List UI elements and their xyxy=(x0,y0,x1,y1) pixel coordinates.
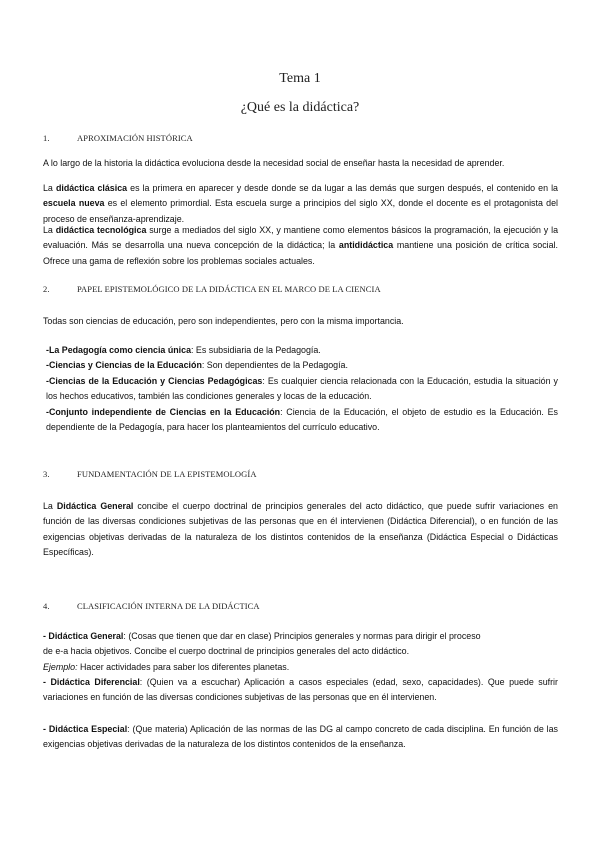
paragraph-didactica-clasica xyxy=(43,181,558,227)
section-title: PAPEL EPISTEMOLÓGICO DE LA DIDÁCTICA EN EL MARCO DE LA CIENCIA xyxy=(77,284,381,294)
section-heading-2 xyxy=(43,284,381,294)
text-run: surge a mediados del siglo XX, y mantiene como elementos básicos la programación, la ejecución y la evaluación. Más se desarrolla una nueva concepción de la didáctica; la xyxy=(43,225,559,251)
item-text: : (Quien va a escuchar) Aplicación a casos especiales (edad, sexo, capacidades). Que puede sufrir variaciones en función de las diversas condiciones subjetivas de las personas que en él intervienen. xyxy=(43,677,558,703)
text-run: La xyxy=(43,183,56,193)
document-subtitle: ¿Qué es la didáctica? xyxy=(240,100,360,115)
term-escuela-nueva: escuela nueva xyxy=(43,198,105,209)
item-text: : (Que materia) Aplicación de las normas de las DG al campo concreto de cada disciplina. En función de las exigencias objetivas derivadas de la naturaleza de los distintos contenidos de la enseñanza. xyxy=(43,724,558,750)
text-run: es la primera en aparecer y desde donde se da lugar a las demás que surgen después, el contenido en la xyxy=(127,183,558,193)
term-didactica-clasica: didáctica clásica xyxy=(55,183,128,193)
text-run: mantiene una posición de crítica social. Ofrece una gama de reflexión sobre los problemas sociales actuales. xyxy=(43,240,559,266)
paragraph-text: A lo largo de la historia la didáctica evoluciona desde la necesidad social de enseñar hasta la necesidad de aprender. xyxy=(43,158,505,168)
section-heading-4 xyxy=(43,601,260,611)
paragraph-intro-historia xyxy=(43,156,558,171)
term-antididactica: antididáctica xyxy=(338,240,394,251)
section-number: 4. xyxy=(43,601,50,611)
item-term: - Didáctica Diferencial xyxy=(43,677,140,687)
text-run: concibe el cuerpo doctrinal de principios generales del acto didáctico, que puede sufrir variaciones en función de las diversas condiciones subjetivas de las personas que en él intervienen (Didáctica Diferencial), o en función de las exigencias objetivas derivadas de la naturaleza de los distintos contenidos de la enseñanza (Didáctica Especial o Didácticas Específicas). xyxy=(43,501,558,558)
item-text: : (Cosas que tienen que dar en clase) Principios generales y normas para dirigir el proceso xyxy=(123,631,481,641)
item-term: -Ciencias y Ciencias de la Educación xyxy=(46,360,202,370)
paragraph-didactica-tecnologica xyxy=(43,223,558,269)
list-item-ciencias-educacion xyxy=(46,358,558,373)
item-text-continued: de e-a hacia objetivos. Concibe el cuerpo doctrinal de principios generales del acto didáctico. xyxy=(43,646,410,657)
item-term: -Conjunto independiente de Ciencias en la Educación xyxy=(46,407,281,417)
term-didactica-tecnologica: didáctica tecnológica xyxy=(55,225,147,235)
item-term: - Didáctica Especial xyxy=(43,724,128,734)
section-title: APROXIMACIÓN HISTÓRICA xyxy=(77,133,193,143)
section-heading-1 xyxy=(43,133,193,143)
document-title: Tema 1 xyxy=(279,71,321,86)
paragraph-didactica-general xyxy=(43,499,558,561)
paragraph-intro-ciencias xyxy=(43,314,558,329)
item-term: - Didáctica General xyxy=(43,631,124,641)
section-title: FUNDAMENTACIÓN DE LA EPISTEMOLOGÍA xyxy=(77,469,257,479)
example-label: Ejemplo: xyxy=(43,661,78,672)
item-term: -La Pedagogía como ciencia única xyxy=(46,345,191,355)
example-text: Hacer actividades para saber los diferentes planetas. xyxy=(77,661,290,672)
text-run: La xyxy=(43,501,57,511)
section-title: CLASIFICACIÓN INTERNA DE LA DIDÁCTICA xyxy=(77,601,260,611)
item-term: -Ciencias de la Educación y Ciencias Pedagógicas xyxy=(46,376,263,386)
list-item-conjunto-independiente xyxy=(46,405,558,436)
item-text: : Es cualquier ciencia relacionada con la Educación, estudia la situación y los hechos educativos, también las condiciones generales y locas de la educación. xyxy=(46,376,558,402)
text-run: es el elemento primordial. Esta escuela surge a principios del siglo XX, donde el docente es el protagonista del proceso de enseñanza-aprendizaje. xyxy=(43,198,558,224)
item-text: : Es subsidiaria de la Pedagogía. xyxy=(191,345,321,355)
paragraph-text: Todas son ciencias de educación, pero son independientes, pero con la misma importancia. xyxy=(43,316,404,326)
item-text: : Son dependientes de la Pedagogía. xyxy=(201,360,348,370)
section-number: 3. xyxy=(43,469,50,479)
list-item-ciencias-pedagogicas xyxy=(46,374,558,405)
section-number: 2. xyxy=(43,284,50,294)
list-item-didactica-diferencial xyxy=(43,675,558,706)
section-number: 1. xyxy=(43,133,50,143)
text-run: La xyxy=(43,225,56,235)
list-item-didactica-especial xyxy=(43,722,558,753)
list-item-didactica-general xyxy=(43,629,558,675)
term-didactica-general: Didáctica General xyxy=(56,501,134,511)
section-heading-3 xyxy=(43,469,257,479)
list-item-pedagogia xyxy=(46,343,558,358)
item-text: : Ciencia de la Educación, el objeto de estudio es la Educación. Es dependiente de la Pedagogía, para hacer los planteamientos del currículo educativo. xyxy=(46,407,558,433)
